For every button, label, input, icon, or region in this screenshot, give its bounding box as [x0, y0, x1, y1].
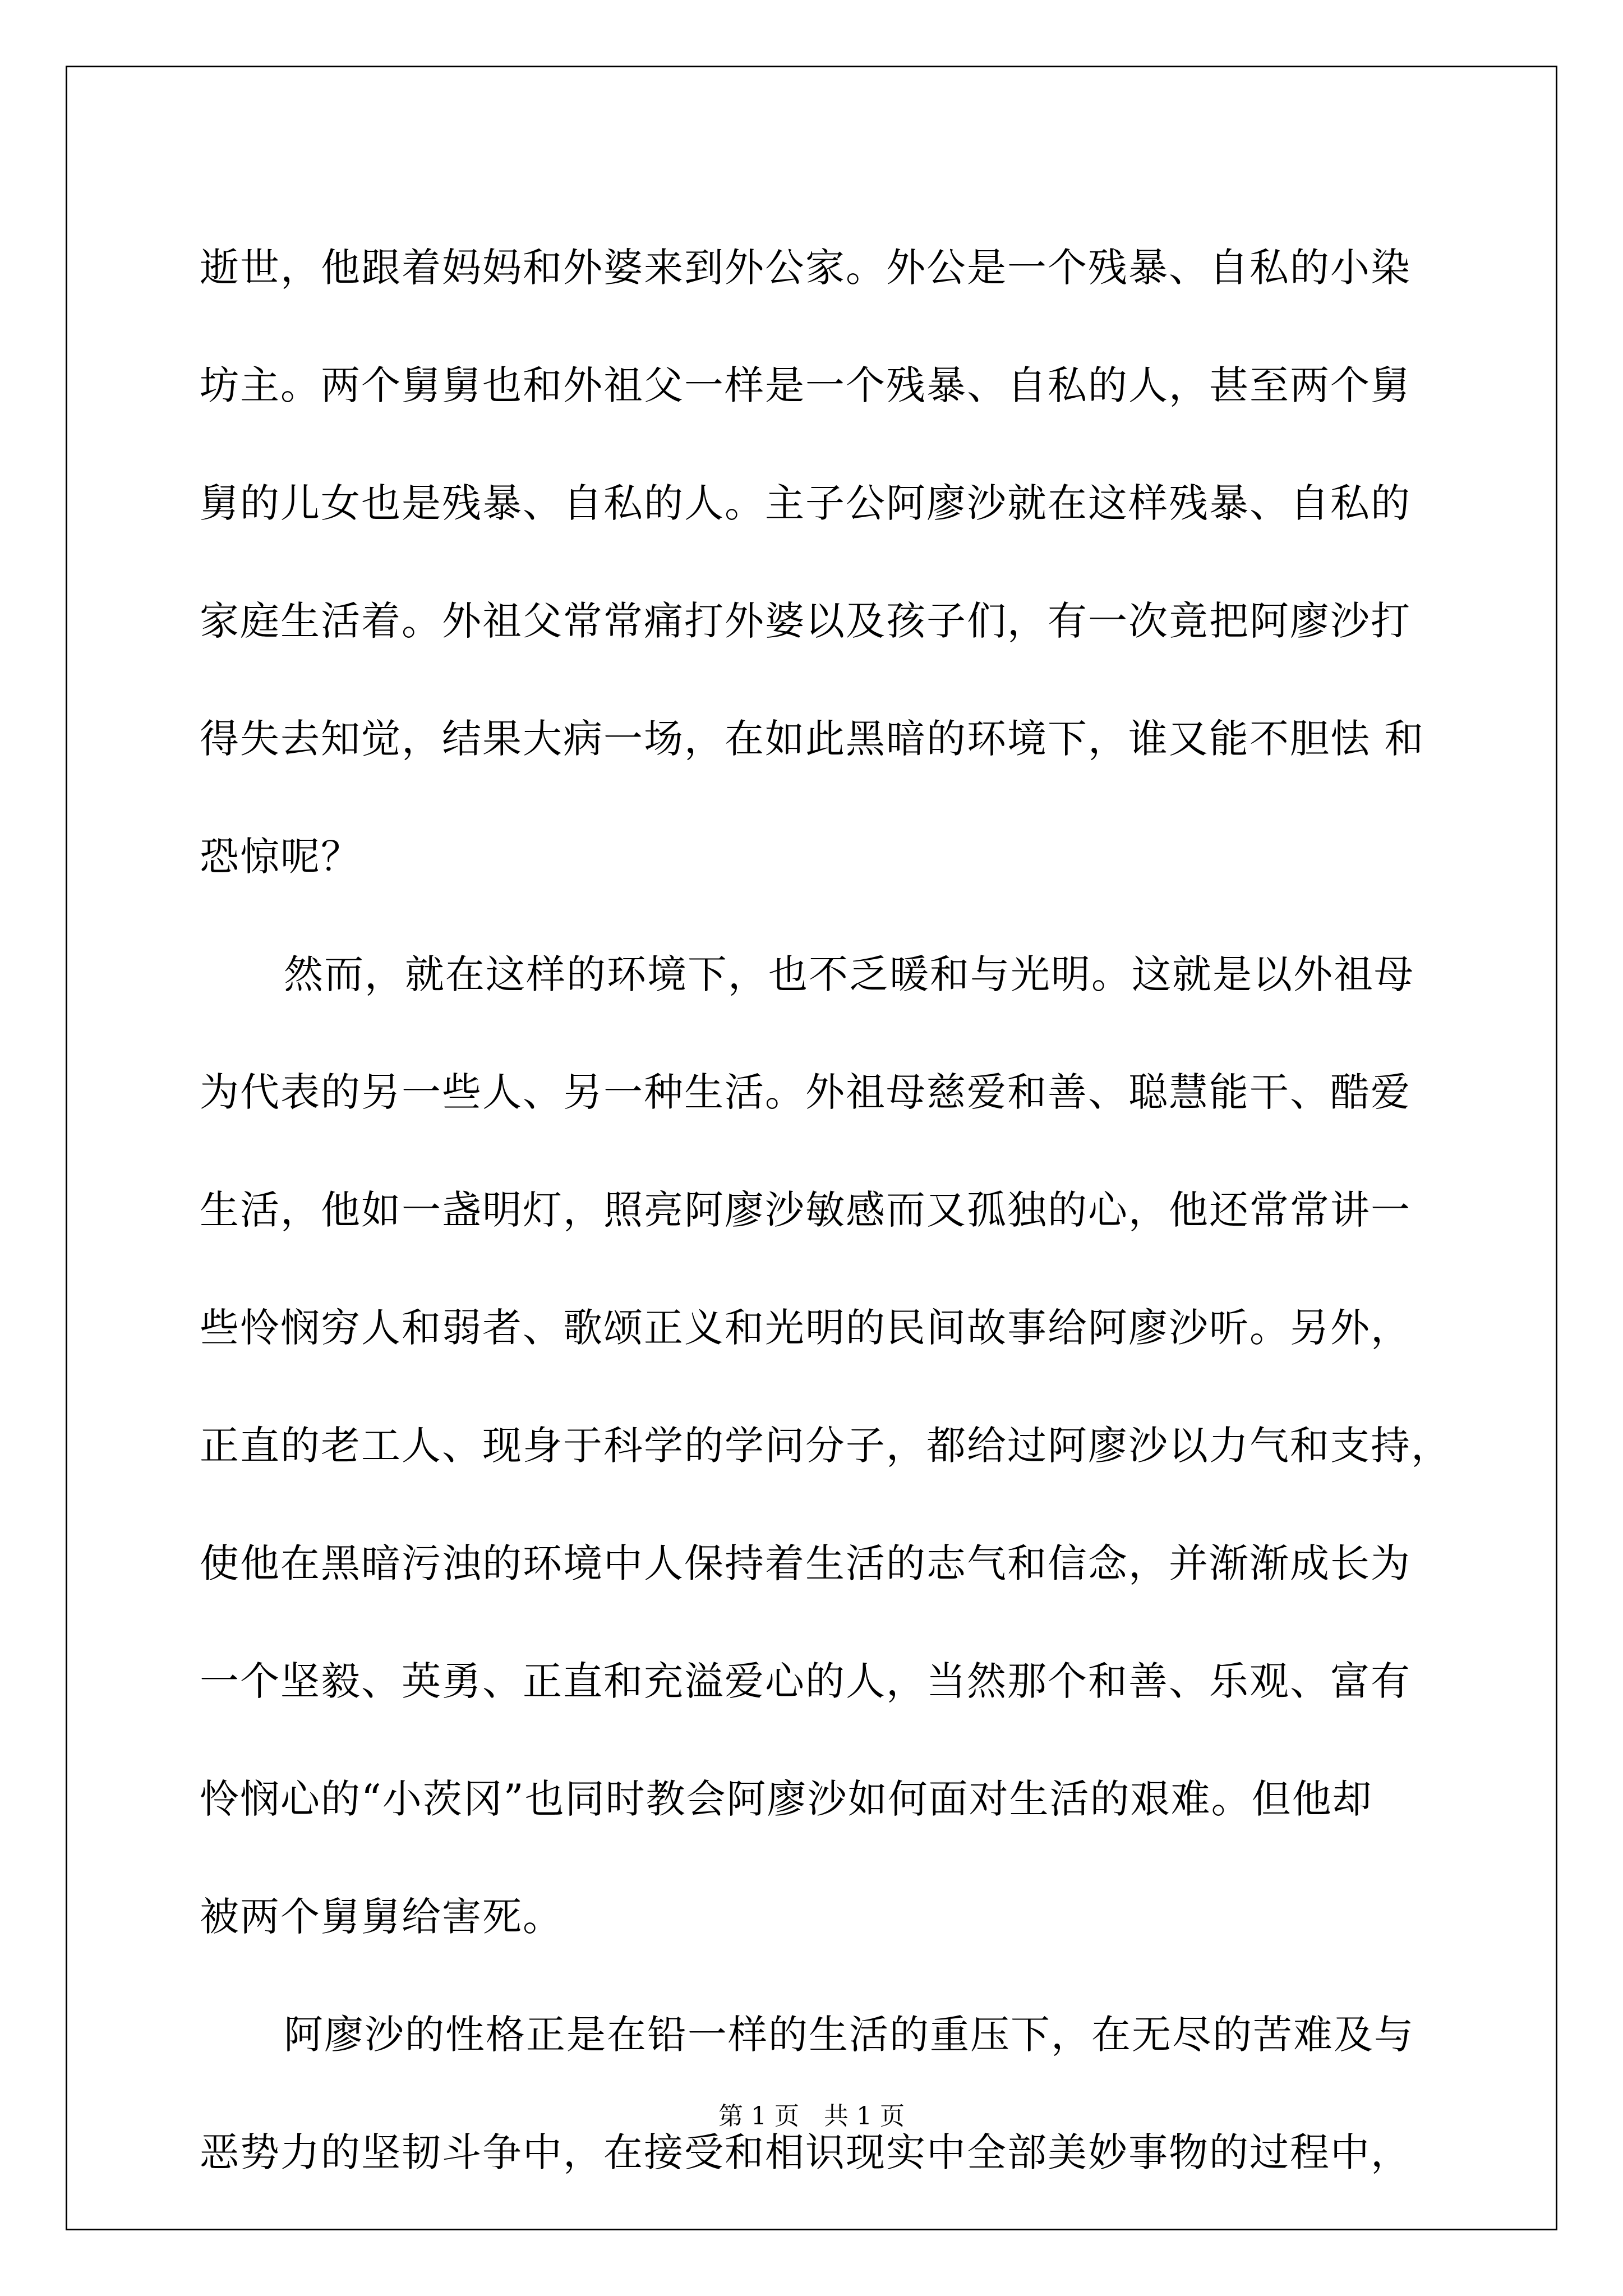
text-line: 恶势力的坚韧斗争中，在接受和相识现实中全部美妙事物的过程中，	[200, 2129, 1411, 2175]
text-line: 然而，就在这样的环境下，也不乏暖和与光明。这就是以外祖母	[284, 951, 1414, 997]
text-line: 被两个舅舅给害死。	[200, 1894, 563, 1940]
text-line: 家庭生活着。外祖父常常痛打外婆以及孩子们，有一次竟把阿廖沙打	[200, 598, 1411, 644]
paragraph-2	[200, 920, 1451, 1980]
page-footer: 第 1 页 共 1 页	[718, 2102, 905, 2131]
text-line: 生活，他如一盏明灯，照亮阿廖沙敏感而又孤独的心，他还常常讲一	[200, 1187, 1411, 1233]
paragraph-1	[200, 213, 1428, 920]
text-line: 使他在黑暗污浊的环境中人保持着生活的志气和信念，并渐渐成长为	[200, 1540, 1411, 1586]
text-line: 为代表的另一些人、另一种生活。外祖母慈爱和善、聪慧能干、酷爱	[200, 1069, 1411, 1115]
text-line: 一个坚毅、英勇、正直和充溢爱心的人，当然那个和善、乐观、富有	[200, 1658, 1411, 1704]
text-line: 逝世，他跟着妈妈和外婆来到外公家。外公是一个残暴、自私的小染	[200, 245, 1411, 291]
text-line: 正直的老工人、现身于科学的学问分子，都给过阿廖沙以力气和支持，	[200, 1423, 1451, 1469]
text-line: 阿廖沙的性格正是在铅一样的生活的重压下，在无尽的苦难及与	[284, 2012, 1414, 2058]
text-line: 舅的儿女也是残暴、自私的人。主子公阿廖沙就在这样残暴、自私的	[200, 480, 1411, 526]
text-line: 得失去知觉，结果大病一场，在如此黑暗的环境下，谁又能不胆怯 和	[200, 716, 1425, 762]
document-body	[200, 213, 1451, 2216]
text-line: 些怜悯穷人和弱者、歌颂正义和光明的民间故事给阿廖沙听。另外，	[200, 1305, 1411, 1351]
text-line: 恐惊呢？	[200, 834, 361, 880]
text-line: 坊主。两个舅舅也和外祖父一样是一个残暴、自私的人，甚至两个舅	[200, 362, 1411, 408]
text-line: 怜悯心的“小茨冈”也同时教会阿廖沙如何面对生活的艰难。但他却	[200, 1776, 1373, 1822]
